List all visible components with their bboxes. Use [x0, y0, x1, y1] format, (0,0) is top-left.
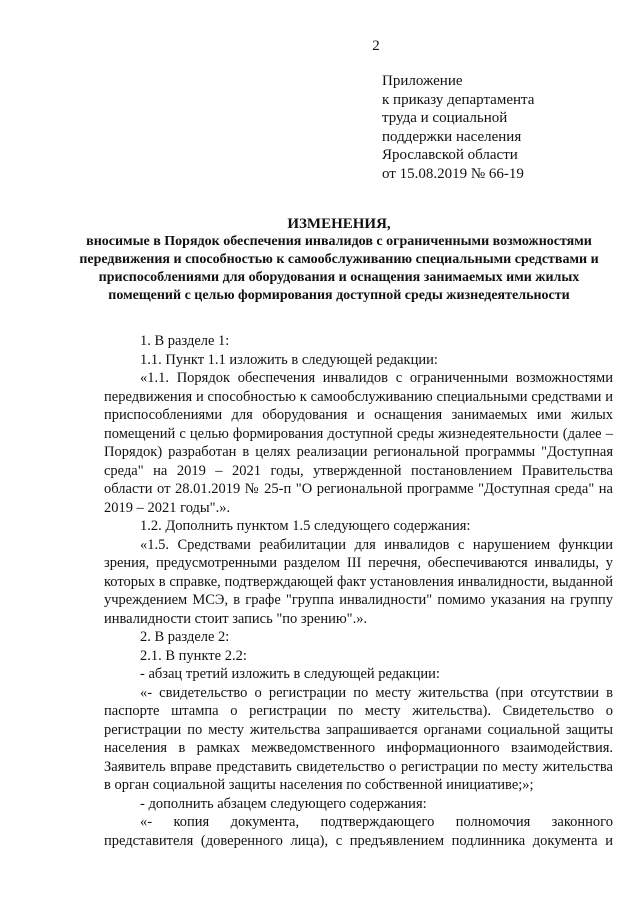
- appendix-line: труда и социальной: [382, 110, 508, 126]
- document-body: [104, 332, 613, 850]
- paragraph: - дополнить абзацем следующего содержания:: [140, 795, 427, 812]
- paragraph: - абзац третий изложить в следующей редакции:: [140, 666, 440, 682]
- paragraph: 2. В разделе 2:: [140, 629, 230, 645]
- paragraph: «- свидетельство о регистрации по месту жительства (при отсутствии в паспорте штампа о регистрации по месту жительства). Свидетельство о регистрации по месту жительства запрашивается органами социальной защиты населения в рамках межведомственного информационного взаимодействия. Заявитель вправе представить свидетельство о регистрации по месту жительства в орган социальной защиты населения по собственной инициативе;»;: [104, 684, 613, 793]
- title-main: ИЗМЕНЕНИЯ,: [287, 216, 391, 232]
- appendix-line: к приказу департамента: [382, 91, 535, 108]
- document-title: [72, 215, 606, 305]
- paragraph: «1.1. Порядок обеспечения инвалидов с ограниченными возможностями передвижения и способностью к самообслуживанию специальными средствами и приспособлениями для оборудования и оснащения занимаемых ими жилых помещений с целью формирования доступной среды жизнедеятельности (далее – Порядок) разработан в целях реализации региональной программы "Доступная среда" на 2019 – 2021 годы, утвержденной постановлением Правительства области от 28.01.2019 № 25-п "О региональной программе "Доступная среда" на 2019 – 2021 годы".».: [104, 370, 613, 516]
- appendix-line: поддержки населения: [382, 128, 522, 145]
- appendix-note: [382, 72, 534, 183]
- paragraph: 1. В разделе 1:: [140, 333, 230, 349]
- page-number: 2: [372, 38, 380, 54]
- appendix-line: Ярославской области: [382, 147, 518, 163]
- appendix-line: Приложение: [382, 73, 463, 89]
- paragraph: «- копия документа, подтверждающего полномочия законного представителя (доверенного лица), с предъявлением подлинника документа и: [104, 814, 613, 849]
- paragraph: 1.1. Пункт 1.1 изложить в следующей редакции:: [140, 351, 438, 368]
- paragraph: 2.1. В пункте 2.2:: [140, 647, 247, 664]
- paragraph: 1.2. Дополнить пунктом 1.5 следующего содержания:: [140, 518, 471, 534]
- title-subtitle: вносимые в Порядок обеспечения инвалидов с ограниченными возможностями передвижения и способностью к самообслуживанию специальными средствами и приспособлениями для оборудования и оснащения занимаемых ими жилых помещений с целью формирования доступной среды жизнедеятельности: [79, 234, 599, 303]
- paragraph: «1.5. Средствами реабилитации для инвалидов с нарушением функции зрения, предусмотренными разделом III перечня, обеспечиваются инвалиды, у которых в справке, подтверждающей факт установления инвалидности, выданной учреждением МСЭ, в графе "группа инвалидности" помимо указания на группу инвалидности стоит запись "по зрению".».: [104, 536, 613, 627]
- appendix-line: от 15.08.2019 № 66-19: [382, 165, 524, 182]
